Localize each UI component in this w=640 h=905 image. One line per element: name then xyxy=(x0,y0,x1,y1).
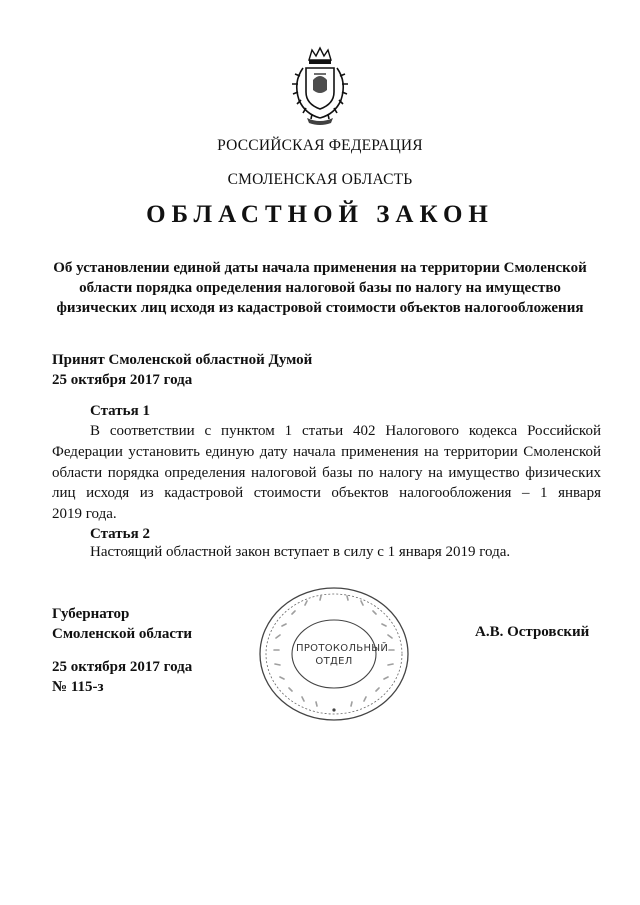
article-1-line: 2019 года. xyxy=(52,506,117,523)
article-1-heading: Статья 1 xyxy=(90,403,150,419)
article-1-line: Федерации установить единую дату начала применения на территории Смоленской xyxy=(52,443,601,460)
article-1-line: области порядка определения налоговой базы по налогу на имущество физических xyxy=(52,464,601,481)
adoption-date: 25 октября 2017 года xyxy=(52,372,193,388)
article-2-line: Настоящий областной закон вступает в силу с 1 января 2019 года. xyxy=(90,544,511,560)
seal-label-line: ПРОТОКОЛЬНЫЙ xyxy=(296,643,389,654)
signatory-region: Смоленской области xyxy=(52,626,193,642)
signatory-name: А.В. Островский xyxy=(475,624,590,640)
region-heading: СМОЛЕНСКАЯ ОБЛАСТЬ xyxy=(227,171,413,188)
signing-date: 25 октября 2017 года xyxy=(52,659,193,675)
country-heading: РОССИЙСКАЯ ФЕДЕРАЦИЯ xyxy=(217,137,423,154)
law-title xyxy=(40,258,600,318)
law-title-line: Об установлении единой даты начала применения на территории Смоленской xyxy=(53,260,587,276)
adoption-body: Принят Смоленской областной Думой xyxy=(52,352,313,368)
article-1-line: В соответствии с пунктом 1 статьи 402 Налогового кодекса Российской xyxy=(90,423,601,439)
article-1-line: лиц исходя из кадастровой стоимости объектов налогообложения – 1 января xyxy=(52,485,601,502)
article-1-text xyxy=(52,421,601,525)
signing-details xyxy=(52,657,192,697)
law-title-line: области порядка определения налоговой базы по налогу на имущество xyxy=(79,280,561,296)
law-title-line: физических лиц исходя из кадастровой стоимости объектов налогообложения xyxy=(56,300,584,316)
document-type-heading: ОБЛАСТНОЙ ЗАКОН xyxy=(146,201,494,228)
signatory-title: Губернатор xyxy=(52,606,130,622)
article-2-heading: Статья 2 xyxy=(90,526,150,542)
law-number: № 115-з xyxy=(52,679,104,695)
signatory-position xyxy=(52,604,192,644)
adoption-note xyxy=(52,350,312,390)
coat-of-arms-icon xyxy=(287,46,353,126)
seal-label-line: ОТДЕЛ xyxy=(315,656,353,667)
seal-label xyxy=(296,642,389,668)
article-2-text xyxy=(52,542,601,563)
